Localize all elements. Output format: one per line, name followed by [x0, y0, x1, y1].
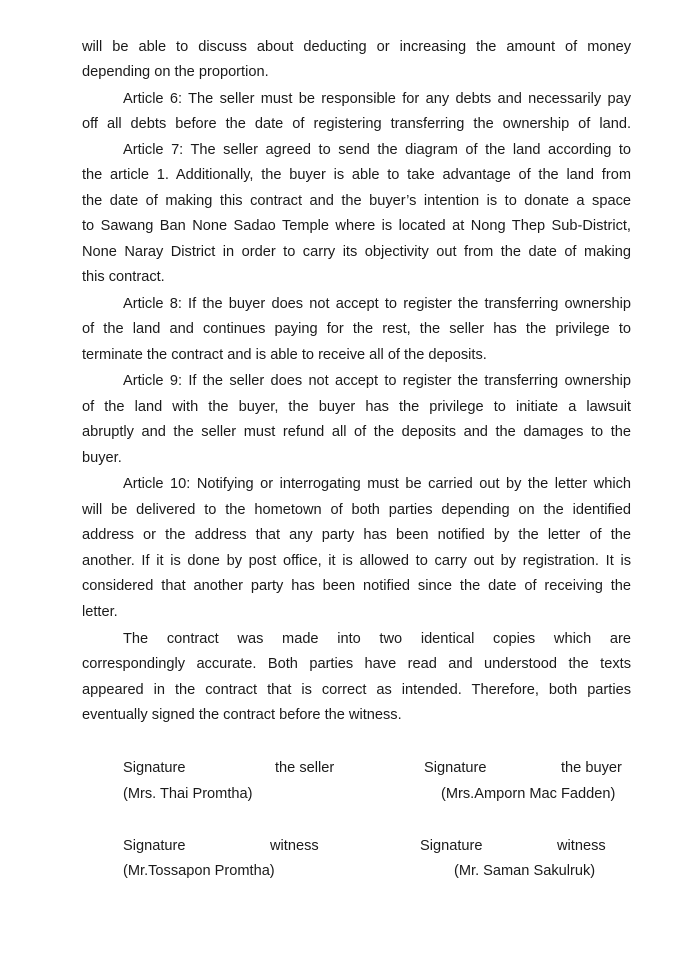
body-line: address or the address that any party has been notified by the letter of the [82, 527, 631, 543]
body-line: the article 1. Additionally, the buyer is able to take advantage of the land from [82, 167, 631, 183]
body-line: letter. [82, 604, 118, 620]
buyer-signature-label: Signature [424, 760, 487, 776]
witness1-name: (Mr.Tossapon Promtha) [123, 863, 275, 879]
body-line: this contract. [82, 269, 165, 285]
witness2-name: (Mr. Saman Sakulruk) [454, 863, 596, 879]
buyer-name: (Mrs.Amporn Mac Fadden) [441, 786, 616, 802]
body-line: None Naray District in order to carry its objectivity out from the date of making [82, 244, 631, 260]
body-line: will be able to discuss about deducting or increasing the amount of money [82, 39, 631, 55]
closing-paragraph-line: The contract was made into two identical copies which are [123, 631, 631, 647]
article-7-heading-line: Article 7: The seller agreed to send the diagram of the land according to [123, 142, 631, 158]
article-10-heading-line: Article 10: Notifying or interrogating must be carried out by the letter which [123, 476, 631, 492]
article-6-heading-line: Article 6: The seller must be responsible for any debts and necessarily pay [123, 91, 631, 107]
body-line: another. If it is done by post office, it is allowed to carry out by registration. It is [82, 553, 631, 569]
witness1-signature-label: Signature [123, 838, 186, 854]
article-9-heading-line: Article 9: If the seller does not accept to register the transferring ownership [123, 373, 631, 389]
buyer-role: the buyer [561, 760, 622, 776]
body-line: the date of making this contract and the buyer’s intention is to donate a space [82, 193, 631, 209]
body-line: of the land with the buyer, the buyer has the privilege to initiate a lawsuit [82, 399, 631, 415]
body-line: considered that another party has been notified since the date of receiving the [82, 578, 631, 594]
witness2-role: witness [557, 838, 606, 854]
witness2-signature-label: Signature [420, 838, 483, 854]
article-8-heading-line: Article 8: If the buyer does not accept to register the transferring ownership [123, 296, 631, 312]
body-line: eventually signed the contract before the witness. [82, 707, 402, 723]
body-line: appeared in the contract that is correct as intended. Therefore, both parties [82, 682, 631, 698]
body-line: to Sawang Ban None Sadao Temple where is located at Nong Thep Sub-District, [82, 218, 631, 234]
body-line: terminate the contract and is able to receive all of the deposits. [82, 347, 487, 363]
body-line: depending on the proportion. [82, 64, 269, 80]
witness1-role: witness [270, 838, 319, 854]
body-line: off all debts before the date of registering transferring the ownership of land. [82, 116, 631, 132]
seller-role: the seller [275, 760, 335, 776]
body-line: abruptly and the seller must refund all of the deposits and the damages to the [82, 424, 631, 440]
body-line: of the land and continues paying for the rest, the seller has the privilege to [82, 321, 631, 337]
body-line: will be delivered to the hometown of both parties depending on the identified [82, 502, 631, 518]
body-line: correspondingly accurate. Both parties have read and understood the texts [82, 656, 631, 672]
seller-name: (Mrs. Thai Promtha) [123, 786, 253, 802]
seller-signature-label: Signature [123, 760, 186, 776]
body-line: buyer. [82, 450, 122, 466]
